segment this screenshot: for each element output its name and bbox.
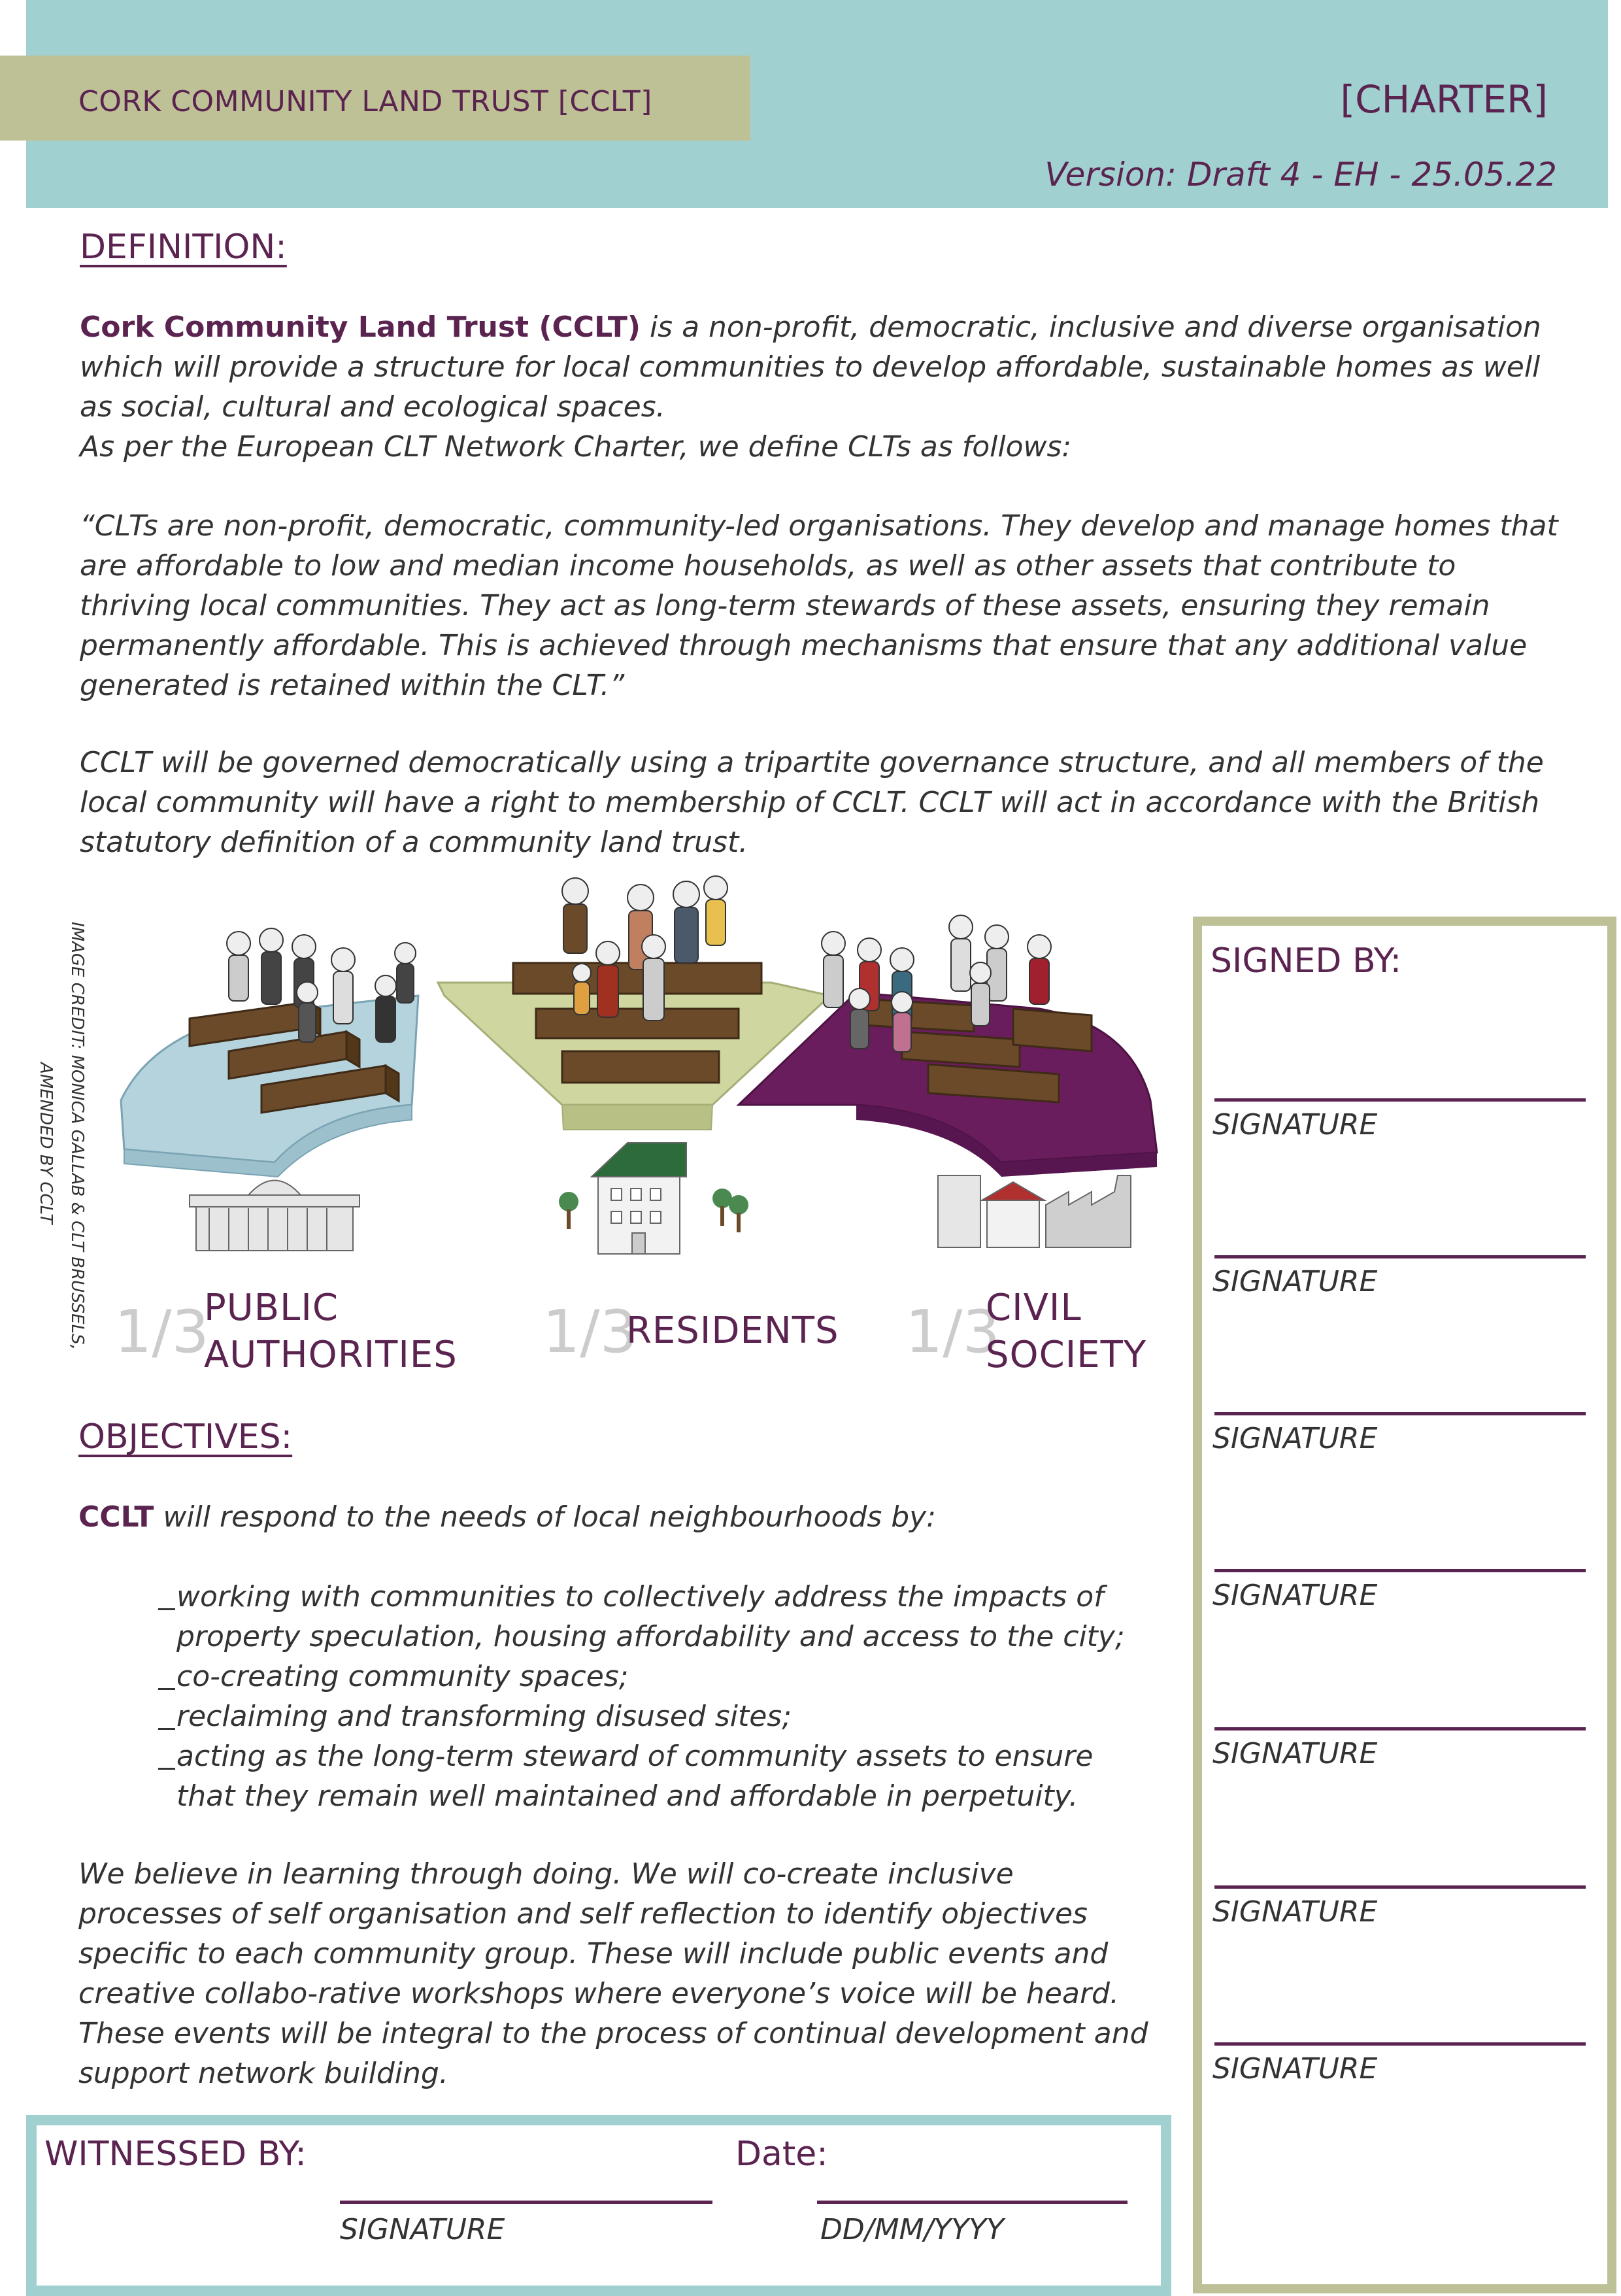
objectives-heading: OBJECTIVES: (78, 1417, 293, 1457)
objectives-list (176, 1577, 1157, 1816)
date-format-label: DD/MM/YYYY (820, 2213, 1004, 2246)
objective-item: reclaiming and transforming disused sites; (176, 1697, 1157, 1736)
date-line[interactable] (817, 2201, 1128, 2204)
public-fraction: 1/3 (114, 1298, 209, 1366)
org-title: CORK COMMUNITY LAND TRUST [CCLT] (78, 85, 652, 118)
witness-signature-label: SIGNATURE (340, 2213, 505, 2246)
signature-line-3[interactable] (1214, 1412, 1586, 1415)
definition-paragraph (80, 307, 1570, 467)
signature-label-6: SIGNATURE (1212, 1895, 1378, 1929)
civil-label-line1: CIVIL (986, 1287, 1082, 1329)
clt-charter-quote: “CLTs are non-profit, democratic, community-led organisations. They develop and manage homes that are affordable to low and median income households, as well as other assets that contribute to thriving local communities. They act as long-term stewards of these assets, ensuring they remain permanently affordable. This is achieved through mechanisms that ensure that any additional value generated is retained within the CLT.” (80, 509, 1558, 702)
cclt-label: CCLT (78, 1500, 154, 1534)
signed-by-heading: SIGNED BY: (1211, 941, 1402, 981)
public-label-line2: AUTHORITIES (204, 1334, 458, 1376)
objective-item: co-creating community spaces; (176, 1657, 1157, 1697)
tripartite-governance-illustration (111, 875, 1163, 1267)
signature-line-4[interactable] (1214, 1569, 1586, 1572)
date-heading: Date: (735, 2135, 828, 2174)
residents-fraction: 1/3 (543, 1298, 637, 1366)
objective-item: acting as the long-term steward of community assets to ensure that they remain well maintained and affordable in perpetuity. (176, 1736, 1157, 1816)
version-label: Version: Draft 4 - EH - 25.05.22 (1044, 156, 1557, 194)
signature-line-1[interactable] (1214, 1098, 1586, 1102)
residents-label: RESIDENTS (626, 1309, 839, 1352)
civil-label-line2: SOCIETY (986, 1334, 1147, 1376)
signature-label-5: SIGNATURE (1212, 1737, 1378, 1770)
signature-label-1: SIGNATURE (1212, 1108, 1378, 1141)
cclt-name: Cork Community Land Trust (CCLT) (80, 311, 641, 344)
public-label-line1: PUBLIC (204, 1287, 339, 1329)
document-type: [CHARTER] (1340, 77, 1548, 122)
signature-label-3: SIGNATURE (1212, 1422, 1378, 1455)
signature-line-5[interactable] (1214, 1727, 1586, 1730)
objectives-intro (78, 1497, 1124, 1537)
signature-line-6[interactable] (1214, 1885, 1586, 1889)
governance-paragraph: CCLT will be governed democratically using a tripartite governance structure, and all members of the local community will have a right to membership of CCLT. CCLT will act in accordance with the British statutory definition of a community land trust. (80, 746, 1544, 859)
witnessed-by-heading: WITNESSED BY: (44, 2135, 307, 2174)
objective-item: working with communities to collectively address the impacts of property speculation, housing affordability and access to the city; (176, 1577, 1157, 1657)
signature-line-2[interactable] (1214, 1255, 1586, 1258)
image-credit (36, 922, 115, 1373)
civil-fraction: 1/3 (905, 1298, 1000, 1366)
objectives-closing-paragraph: We believe in learning through doing. We will co-create inclusive processes of self organisation and self reflection to identify objectives specific to each community group. These will include public events and creative collabo-rative workshops where everyone’s voice will be heard. These events will be integral to the process of continual development and support network building. (78, 1857, 1148, 2090)
image-credit-line2: AMENDED BY CCLT (36, 1062, 56, 1224)
definition-heading: DEFINITION: (80, 228, 287, 267)
objectives-intro-text: will respond to the needs of local neighbourhoods by: (154, 1500, 937, 1534)
definition-clt-intro: As per the European CLT Network Charter, we define CLTs as follows: (80, 430, 1072, 464)
image-credit-line1: IMAGE CREDIT: MONICA GALLAB & CLT BRUSSELS, (67, 922, 87, 1350)
signature-label-2: SIGNATURE (1212, 1265, 1378, 1298)
definition-text: is a non-profit, democratic, inclusive and diverse organisation which will provide a structure for local communities to develop affordable, sustainable homes as well as social, cultural and ecological spaces. (80, 311, 1541, 424)
civil-society-label (986, 1285, 1146, 1379)
signature-label-4: SIGNATURE (1212, 1579, 1378, 1612)
witness-signature-line[interactable] (340, 2201, 712, 2204)
public-authorities-label (204, 1285, 458, 1379)
signature-line-7[interactable] (1214, 2042, 1586, 2046)
signature-label-7: SIGNATURE (1212, 2052, 1378, 2085)
